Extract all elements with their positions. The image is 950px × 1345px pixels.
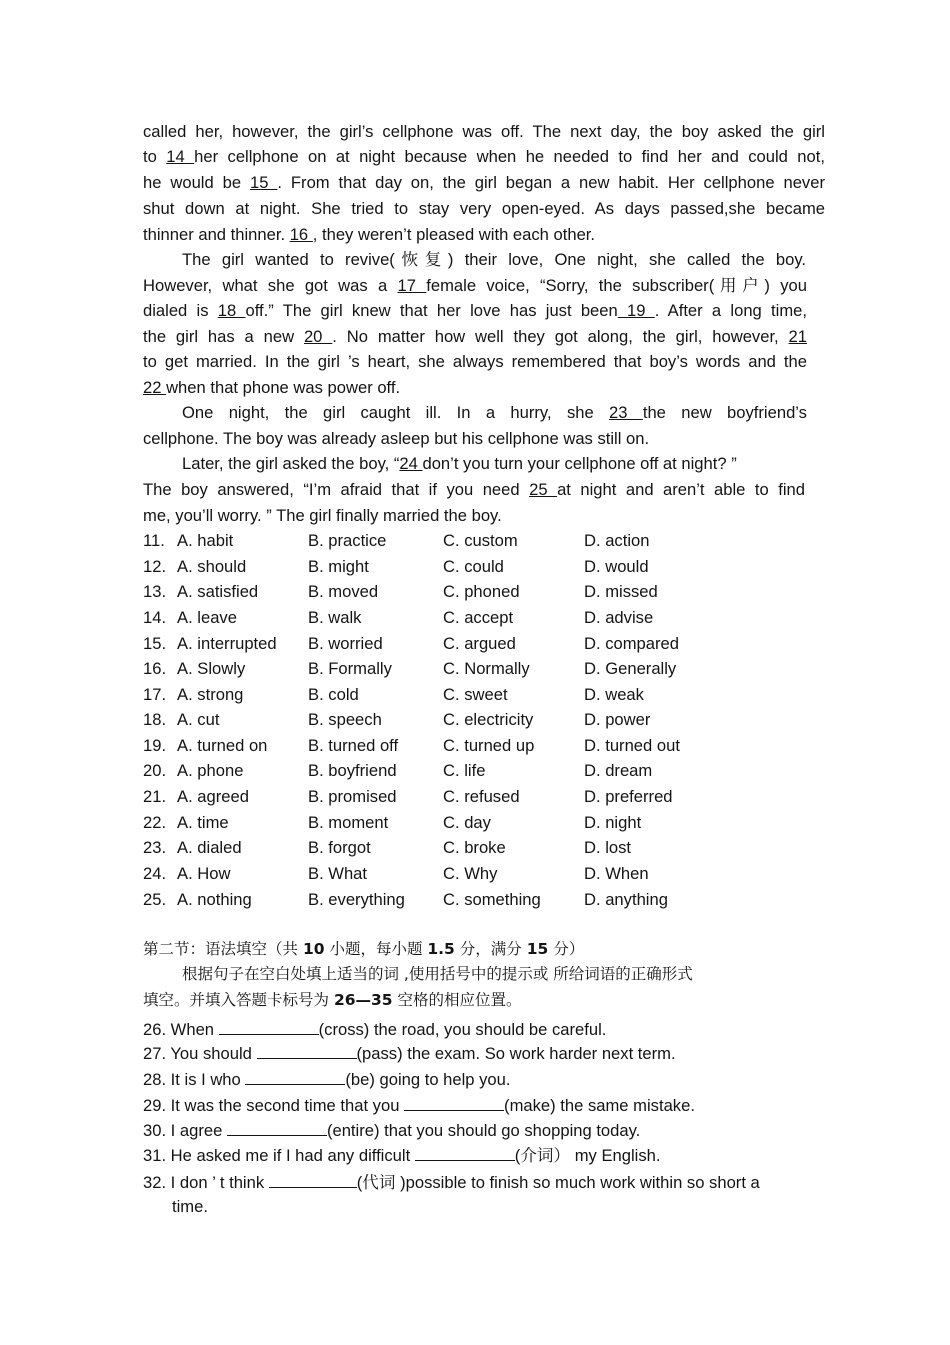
- passage-line-11: 22 when that phone was power off.: [143, 378, 401, 397]
- passage-line-12: One night, the girl caught ill. In a hurry, she 23 the new boyfriend’s: [182, 403, 807, 422]
- section2-heading: 第二节：语法填空（共 10 小题，每小题 1.5 分，满分 15 分）: [143, 940, 585, 958]
- passage-line-9: the girl has a new 20 . No matter how well they got along, the girl, however, 21: [143, 327, 808, 346]
- answer-blank[interactable]: [219, 1018, 319, 1035]
- passage-line-13: cellphone. The boy was already asleep but his cellphone was still on.: [143, 429, 650, 448]
- grammar-item-30: 30. I agree (entire) that you should go shopping today.: [143, 1121, 641, 1140]
- blank-16: 16: [289, 225, 313, 244]
- passage-line-10: to get married. In the girl ’s heart, she always remembered that boy’s words and the: [143, 352, 807, 371]
- grammar-item-32-cont: time.: [172, 1197, 208, 1216]
- passage-line-3: he would be 15 . From that day on, the girl began a new habit. Her cellphone never: [143, 173, 825, 192]
- section2-instruction-2: 填空。并填入答题卡标号为 26—35 空格的相应位置。: [143, 991, 522, 1009]
- blank-17: 17: [397, 276, 427, 295]
- grammar-item-26: 26. When (cross) the road, you should be careful.: [143, 1020, 607, 1039]
- grammar-item-31: 31. He asked me if I had any difficult (介词） my English.: [143, 1146, 661, 1165]
- grammar-item-29: 29. It was the second time that you (make) the same mistake.: [143, 1096, 695, 1115]
- answer-blank[interactable]: [269, 1171, 357, 1188]
- passage-line-1: called her, however, the girl’s cellphone was off. The next day, the boy asked the girl: [143, 122, 825, 141]
- blank-15: 15: [250, 173, 278, 192]
- grammar-item-32: 32. I don ’ t think (代词 )possible to finish so much work within so short a: [143, 1173, 760, 1192]
- answer-blank[interactable]: [257, 1042, 357, 1059]
- answer-blank[interactable]: [415, 1144, 515, 1161]
- passage-line-5: thinner and thinner. 16 , they weren’t pleased with each other.: [143, 225, 596, 244]
- blank-23: 23: [609, 403, 643, 422]
- blank-24: 24: [399, 454, 423, 473]
- grammar-item-28: 28. It is I who (be) going to help you.: [143, 1070, 511, 1089]
- blank-25: 25: [529, 480, 558, 499]
- blank-14: 14: [166, 147, 195, 166]
- passage-line-7: However, what she got was a 17 female voice, “Sorry, the subscriber(用户) you: [143, 276, 808, 295]
- passage-line-4: shut down at night. She tried to stay very open-eyed. As days passed,she became: [143, 199, 825, 218]
- section2-instruction-1: 根据句子在空白处填上适当的词 ,使用括号中的提示或 所给词语的正确形式: [182, 965, 693, 983]
- answer-blank[interactable]: [227, 1119, 327, 1136]
- passage-line-15: The boy answered, “I’m afraid that if you need 25 at night and aren’t able to find: [143, 480, 805, 499]
- blank-22: 22: [143, 378, 167, 397]
- answer-blank[interactable]: [245, 1068, 345, 1085]
- passage-line-16: me, you’ll worry. ” The girl finally married the boy.: [143, 506, 502, 525]
- answer-blank[interactable]: [404, 1094, 504, 1111]
- blank-18: 18: [217, 301, 246, 320]
- blank-20: 20: [303, 327, 333, 346]
- passage-line-8: dialed is 18 off.” The girl knew that her love has just been 19 . After a long time,: [143, 301, 807, 320]
- grammar-item-27: 27. You should (pass) the exam. So work harder next term.: [143, 1044, 676, 1063]
- passage-line-6: The girl wanted to revive(恢复) their love, One night, she called the boy.: [182, 250, 806, 269]
- exam-page: called her, however, the girl’s cellphone was off. The next day, the boy asked the girl to 14 her cellphone on at night because when he needed to find her and could not, he would be 15 . From that day on, the girl began a new habit. Her cellphone never shut down at night. She tried to stay very open-eyed. As days passed,she became thinner and thinner. 16 , they weren’t pleased with each other. The girl wanted to revive(恢复) their love, One night, she called the boy. However, what she got was a 17 female voice, “Sorry, the subscriber(用户) you dialed is 18 off.” The girl knew that her love has just been 19 . After a long time, the girl has a new 20 . No matter how well they got along, the girl, however, 21 to get married. In the girl ’s heart, she always remembered that boy’s words and the 22 when that phone was power off. One night, the girl caught ill. In a hurry, she 23 the new boyfriend’s cellphone. The boy was already asleep but his cellphone was still on. Later, the girl asked the boy, “24 don’t you turn your cellphone off at night? ” The boy answered, “I’m afraid that if you need 25 at night and aren’t able to find me, you’ll worry. ” The girl finally married the boy. 11. A. habit B. practice C. custom D. action 12. A. should B. might C. could D. would 13. A. satisfied B. moved C. phoned D. missed 14. A. leave B. walk C. accept D. advise 15. A. interrupted B. worried C. argued D. compared 16. A. Slowly B. Formally C. Normally D. Generally 17. A. strong B. cold C. sweet D. weak 18. A. cut B. speech C. electricity D. power 19. A. turned on B. turned off C. turned up D. turned out 20. A. phone B. boyfriend C. life D. dream 21. A. agreed B. promised C. refused D. preferred 22. A. time B. moment C. day D. night 23. A. dialed B. forgot C. broke D. lost 24. A. How B. What C. Why D. When 25. A. nothing B. everything C. something D. anything 第二节：语法填空（共 10 小题，每小题 1.5 分，满分 15 分） 根据句子在空白处填上适当的词 ,使用括号中的提示或 所给词语的正确形式 填空。并填入答题卡标号为 26—35 空格的相应位置。 26. When (cross) the road, you should be careful. 27. You should (pass) the exam. So work harder next term. 28. It is I who (be) going to help you. 29. It was the second time that you (make) the same mistake. 30. I agree (entire) that you should go shopping today. 31. He asked me if I had any difficult (介词） my English. 32. I don ’ t think (代词 )possible to finish so much work within so short a time.: [0, 0, 950, 1345]
- passage-line-14: Later, the girl asked the boy, “24 don’t you turn your cellphone off at night? ”: [182, 454, 737, 473]
- blank-21: 21: [788, 327, 808, 346]
- blank-19: 19: [617, 301, 655, 320]
- passage-line-2: to 14 her cellphone on at night because when he needed to find her and could not,: [143, 147, 825, 166]
